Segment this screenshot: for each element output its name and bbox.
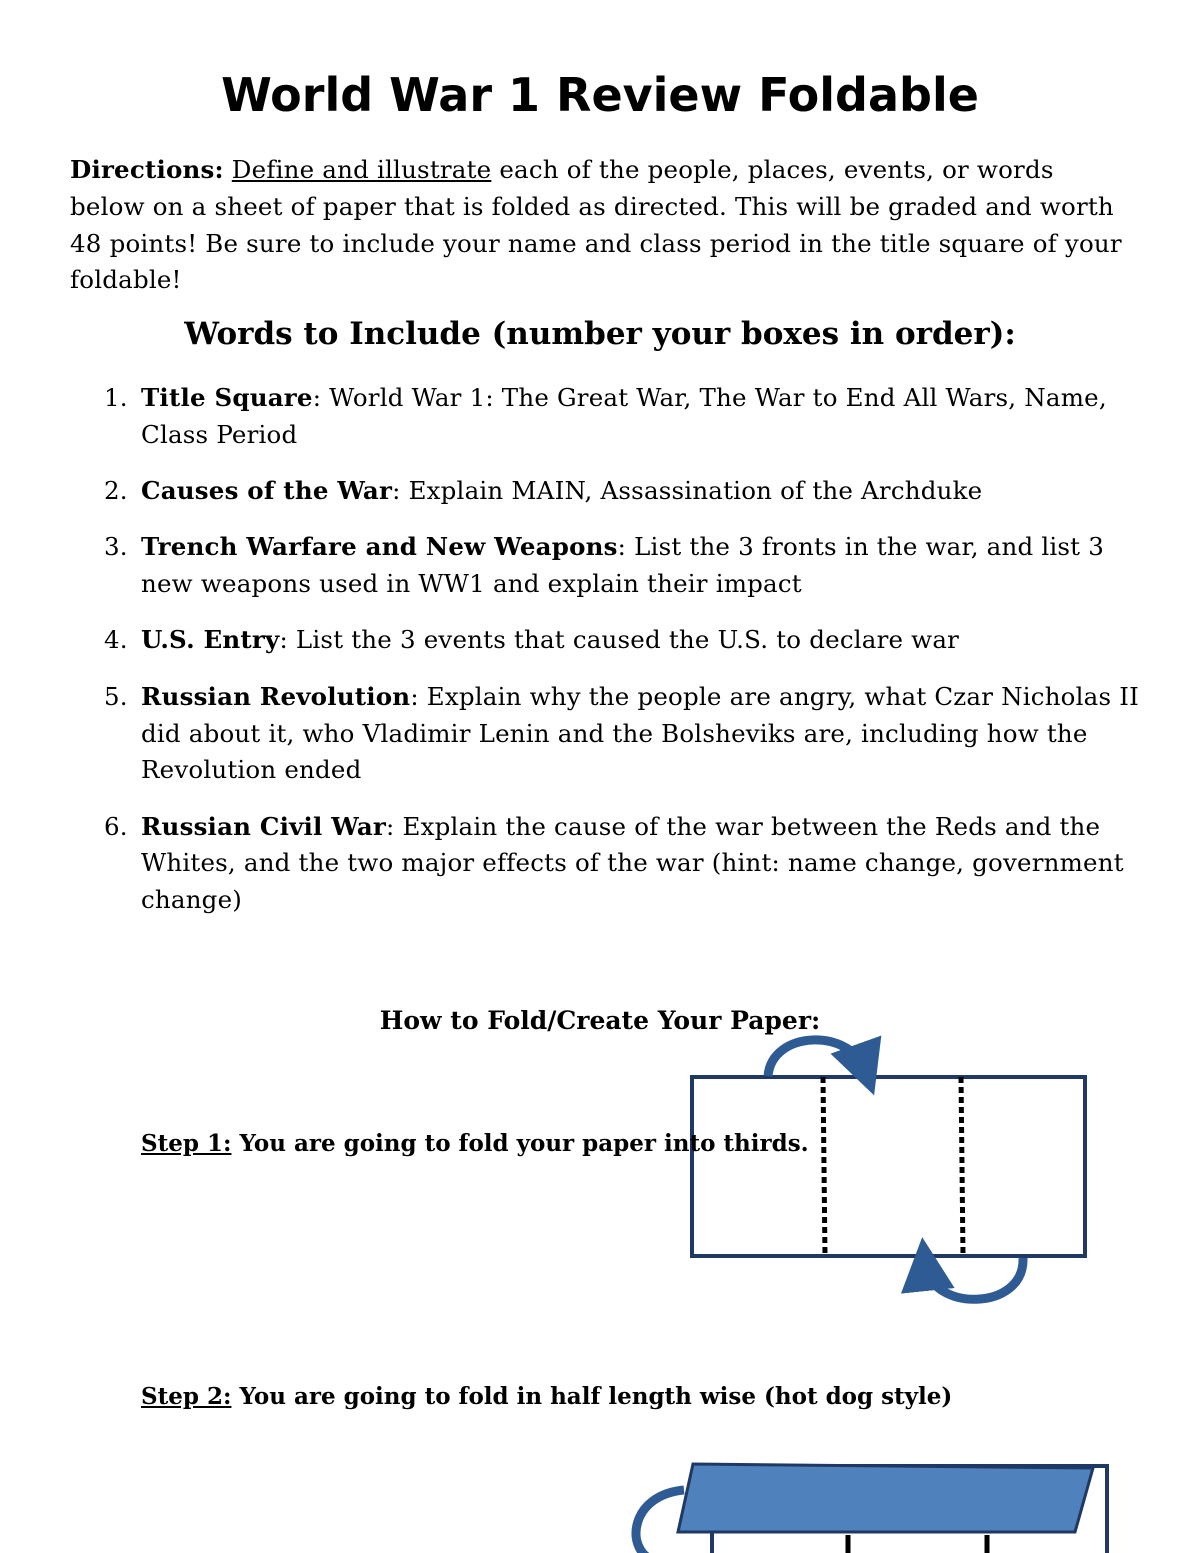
step-1-label: Step 1: xyxy=(141,1130,232,1157)
item-number: 4. xyxy=(104,625,128,655)
item-number: 1. xyxy=(104,383,128,412)
words-heading: Words to Include (number your boxes in order): xyxy=(184,316,1016,352)
step-2-text: You are going to fold in half length wise (hot dog style) xyxy=(231,1383,953,1410)
item-description: : List the 3 events that caused the U.S. to declare war xyxy=(279,625,960,655)
fold-heading: How to Fold/Create Your Paper: xyxy=(379,1006,821,1035)
directions-label: Directions: xyxy=(70,155,224,184)
directions-underlined: Define and illustrate xyxy=(231,155,492,184)
directions-text: each of the people, places, events, or words below on a sheet of paper that is folded as directed. This will be graded and worth 48 points! Be sure to include your name and class period in the title square of your foldable! xyxy=(70,155,1122,295)
folded-flap xyxy=(678,1464,1093,1532)
item-term: Russian Revolution xyxy=(141,681,411,711)
item-description: : Explain MAIN, Assassination of the Archduke xyxy=(392,476,983,506)
item-number: 6. xyxy=(104,811,128,841)
item-number: 2. xyxy=(104,476,128,506)
item-description: : Explain why the people are angry, what Czar Nicholas II did about it, who Vladimir Lenin and the Bolsheviks are, including how the Revolution ended xyxy=(141,681,1139,785)
fold-arrow-icon xyxy=(636,1490,684,1553)
item-term: Russian Civil War xyxy=(141,811,387,841)
item-description: : World War 1: The Great War, The War to End All Wars, Name, Class Period xyxy=(141,383,1107,449)
item-number: 5. xyxy=(104,681,128,711)
item-term: U.S. Entry xyxy=(141,625,280,655)
item-number: 3. xyxy=(104,532,128,562)
item-description: : List the 3 fronts in the war, and list 3 new weapons used in WW1 and explain their impact xyxy=(141,532,1105,599)
step-1-text: You are going to fold your paper into thirds. xyxy=(231,1130,809,1157)
page-title: World War 1 Review Foldable xyxy=(221,68,979,122)
item-term: Causes of the War xyxy=(141,476,393,506)
item-term: Trench Warfare and New Weapons xyxy=(141,532,618,562)
step-2-label: Step 2: xyxy=(141,1383,232,1410)
item-description: : Explain the cause of the war between the Reds and the Whites, and the two major effects of the war (hint: name change, government change) xyxy=(141,811,1124,915)
item-term: Title Square xyxy=(141,383,313,412)
